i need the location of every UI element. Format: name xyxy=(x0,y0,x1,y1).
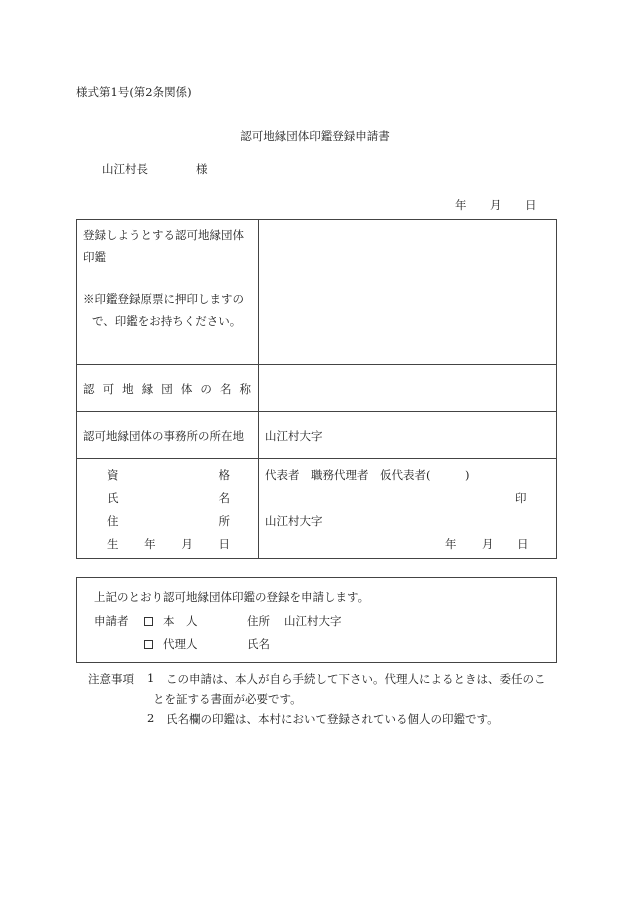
note2-text: 氏名欄の印鑑は、本村において登録されている個人の印鑑です。 xyxy=(166,712,499,726)
seal-note-line1: ※印鑑登録原票に押印しますの xyxy=(83,292,244,306)
application-statement: 上記のとおり認可地縁団体印鑑の登録を申請します。 xyxy=(94,590,370,604)
date-month-label: 月 xyxy=(490,198,502,212)
applicant-label: 申請者 xyxy=(94,614,129,628)
proxy-option-label: 代理人 xyxy=(163,637,198,651)
table-row-divider xyxy=(76,364,557,365)
proxy-checkbox[interactable] xyxy=(144,640,153,649)
notes-label: 注意事項 xyxy=(88,672,134,686)
self-option-label: 本 人 xyxy=(163,614,198,628)
group-name-label: 認 可 地 縁 団 体 の 名 称 xyxy=(83,382,251,396)
seal-note-line2: で、印鑑をお持ちください。 xyxy=(92,314,242,328)
date-day-label: 日 xyxy=(525,198,537,212)
birth-day-label: 日 xyxy=(517,537,529,551)
seal-mark: 印 xyxy=(515,491,527,505)
note1-line2: とを証する書面が必要です。 xyxy=(153,692,302,706)
date-year-label: 年 xyxy=(455,198,467,212)
seal-label-line2: 印鑑 xyxy=(83,250,106,264)
self-option[interactable] xyxy=(144,613,198,629)
qualification-label: 資 格 xyxy=(107,468,230,482)
seal-imprint-area[interactable] xyxy=(262,222,554,361)
applicant-name-label: 氏名 xyxy=(247,637,270,651)
birth-date-label: 生 年 月 日 xyxy=(107,537,230,551)
form-number: 様式第1号(第2条関係) xyxy=(76,85,192,99)
seal-label-line1: 登録しようとする認可地縁団体 xyxy=(83,228,244,242)
table-column-divider xyxy=(258,219,259,559)
note2-number: 2 xyxy=(147,711,155,725)
address-label: 住 所 xyxy=(107,514,230,528)
addressee: 山江村長 xyxy=(102,162,148,176)
applicant-address-value[interactable]: 山江村大字 xyxy=(284,614,342,628)
form-title: 認可地縁団体印鑑登録申請書 xyxy=(240,129,390,143)
representative-address-value[interactable]: 山江村大字 xyxy=(265,514,323,528)
office-address-label: 認可地縁団体の事務所の所在地 xyxy=(83,429,244,443)
table-row-divider xyxy=(76,458,557,459)
office-address-value[interactable]: 山江村大字 xyxy=(265,429,323,443)
proxy-option[interactable] xyxy=(144,636,198,652)
table-row-divider xyxy=(76,411,557,412)
birth-year-label: 年 xyxy=(445,537,457,551)
birth-month-label: 月 xyxy=(482,537,494,551)
full-name-label: 氏 名 xyxy=(107,491,230,505)
group-name-field[interactable] xyxy=(262,368,554,408)
note1-line1: この申請は、本人が自ら手続して下さい。代理人によるときは、委任のこ xyxy=(166,672,546,686)
note1-number: 1 xyxy=(147,671,155,685)
applicant-address-label: 住所 xyxy=(247,614,270,628)
honorific: 様 xyxy=(196,162,208,176)
qualification-options[interactable]: 代表者 職務代理者 仮代表者( ) xyxy=(265,468,470,482)
self-checkbox[interactable] xyxy=(144,617,153,626)
